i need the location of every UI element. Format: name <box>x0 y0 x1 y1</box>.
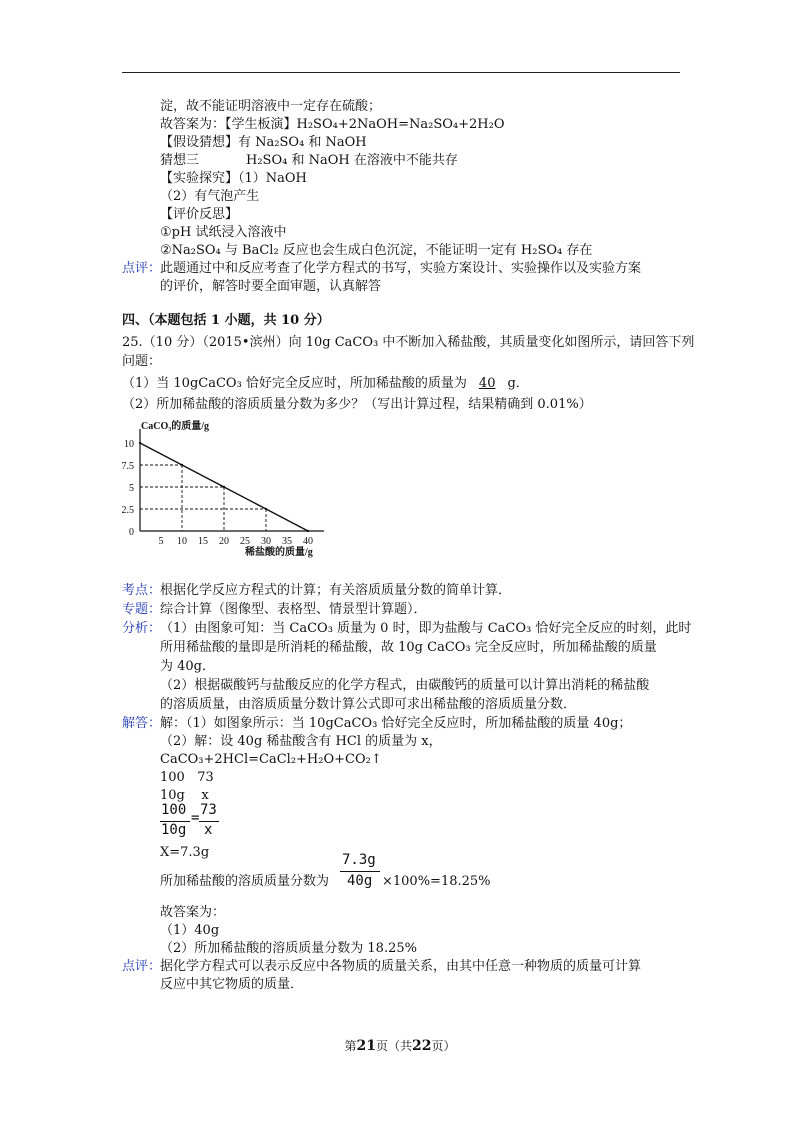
text-line: 100 73 <box>160 770 214 785</box>
total-pages: 22 <box>412 1038 432 1054</box>
section-heading: 四、（本题包括 1 小题，共 10 分） <box>122 313 330 328</box>
answer-blank: 40 <box>478 376 496 391</box>
header-rule <box>122 72 680 73</box>
question-part-2: （2）所加稀盐酸的溶质质量分数为多少？（写出计算过程，结果精确到 0.01%） <box>122 397 592 412</box>
y-tick-label: 0 <box>129 527 134 538</box>
zhuanti-label: 专题： <box>122 602 162 617</box>
fraction-numerator: 7.3g <box>342 852 376 868</box>
text-line: 根据化学反应方程式的计算；有关溶质质量分数的简单计算． <box>160 583 512 598</box>
y-axis-label: CaCO₃的质量/g <box>141 421 209 432</box>
x-tick-label: 15 <box>198 536 208 547</box>
x-tick-label: 30 <box>261 536 271 547</box>
question-text: 问题： <box>122 354 162 369</box>
y-tick-label: 2.5 <box>121 505 134 516</box>
y-tick-label: 10 <box>124 439 134 450</box>
mass-chart <box>115 418 345 563</box>
text-line: 故答案为： <box>160 905 226 920</box>
text-line: 所用稀盐酸的量即是所消耗的稀盐酸，故 10g CaCO₃ 完全反应时，所加稀盐酸的质量 <box>160 640 657 655</box>
text-line: ②Na₂SO₄ 与 BaCl₂ 反应也会生成白色沉淀，不能证明一定有 H₂SO₄ 存在 <box>160 243 593 258</box>
comment-label: 点评： <box>122 261 162 276</box>
text-line: 【评价反思】 <box>160 207 239 222</box>
question-part-1-text: （1）当 10gCaCO₃ 恰好完全反应时，所加稀盐酸的质量为 <box>122 376 467 391</box>
text-line: ×100%=18.25% <box>382 874 491 889</box>
text-line: H₂SO₄ 和 NaOH 在溶液中不能共存 <box>246 153 458 168</box>
x-tick-label: 40 <box>303 536 313 547</box>
text-line: 综合计算（图像型、表格型、情景型计算题）． <box>160 602 427 617</box>
equals-sign: = <box>191 810 200 826</box>
x-tick-label: 35 <box>282 536 292 547</box>
fenxi-label: 分析： <box>122 621 162 636</box>
data-point <box>181 464 183 466</box>
text-line: （2）解：设 40g 稀盐酸含有 HCl 的质量为 x， <box>160 734 442 749</box>
fraction-denominator: x <box>204 822 213 838</box>
text-line: 为 40g． <box>160 659 215 674</box>
text-line: （2）有气泡产生 <box>160 189 260 204</box>
x-axis-label: 稀盐酸的质量/g <box>245 547 313 558</box>
fraction-numerator: 73 <box>200 802 217 818</box>
footer-text: 第 <box>344 1039 357 1053</box>
x-tick-label: 10 <box>177 536 187 547</box>
text-line: 【假设猜想】有 Na₂SO₄ 和 NaOH <box>160 135 367 150</box>
fraction-denominator: 10g <box>161 822 187 838</box>
footer-text: 页（共 <box>375 1039 412 1053</box>
text-line: 据化学方程式可以表示反应中各物质的质量关系，由其中任意一种物质的质量可计算 <box>160 959 642 974</box>
text-line: （2）根据碳酸钙与盐酸反应的化学方程式，由碳酸钙的质量可以计算出消耗的稀盐酸 <box>160 678 650 693</box>
final-comment-label: 点评： <box>122 959 162 974</box>
data-point <box>265 508 267 510</box>
text-line: 猜想三 <box>160 153 200 168</box>
question-part-1 <box>122 375 529 393</box>
footer-text: 页） <box>431 1039 456 1053</box>
text-line: 解：（1）如图象所示：当 10gCaCO₃ 恰好完全反应时，所加稀盐酸的质量 40g； <box>160 716 632 731</box>
text-line: 的评价，解答时要全面审题，认真解答 <box>160 279 382 294</box>
x-tick-label: 25 <box>240 536 250 547</box>
text-line: （1）由图象可知：当 CaCO₃ 质量为 0 时，即为盐酸与 CaCO₃ 恰好完全反应的时刻，此时 <box>160 621 692 636</box>
x-tick-label: 5 <box>158 536 164 547</box>
text-line: 故答案为：【学生板演】H₂SO₄+2NaOH=Na₂SO₄+2H₂O <box>160 117 505 132</box>
text-line: （1）40g <box>160 923 220 938</box>
text-line: 的溶质质量，由溶质质量分数计算公式即可求出稀盐酸的溶质质量分数． <box>160 697 577 712</box>
x-tick-label: 20 <box>219 536 229 547</box>
text-line: ①pH 试纸浸入溶液中 <box>160 225 287 240</box>
equation: CaCO₃+2HCl=CaCl₂+H₂O+CO₂↑ <box>160 752 382 767</box>
text-line: 【实验探究】（1）NaOH <box>160 171 307 186</box>
text-line: 此题通过中和反应考查了化学方程式的书写，实验方案设计、实验操作以及实验方案 <box>160 261 642 276</box>
data-point <box>307 530 309 532</box>
fraction-bar <box>340 871 380 872</box>
text-line: 淀，故不能证明溶液中一定存在硫酸； <box>160 99 382 114</box>
page-footer <box>0 1037 800 1054</box>
page-number: 21 <box>356 1038 376 1054</box>
fraction-numerator: 100 <box>161 802 187 818</box>
kaodian-label: 考点： <box>122 583 162 598</box>
fraction-denominator: 40g <box>347 873 373 889</box>
question-part-1-unit: g． <box>507 376 529 391</box>
text-line: 10g x <box>160 788 209 803</box>
data-point <box>223 486 225 488</box>
text-line: 所加稀盐酸的溶质质量分数为 <box>160 874 330 889</box>
jieda-label: 解答： <box>122 716 162 731</box>
text-line: 反应中其它物质的质量． <box>160 977 304 992</box>
y-tick-label: 5 <box>129 483 134 494</box>
y-tick-label: 7.5 <box>121 461 134 472</box>
text-line: X=7.3g <box>160 845 210 860</box>
text-line: （2）所加稀盐酸的溶质质量分数为 18.25% <box>160 941 417 956</box>
data-point <box>139 442 141 444</box>
question-text: 25.（10 分）（2015•滨州）向 10g CaCO₃ 中不断加入稀盐酸，其质量变化如图所示，请回答下列 <box>122 335 695 350</box>
